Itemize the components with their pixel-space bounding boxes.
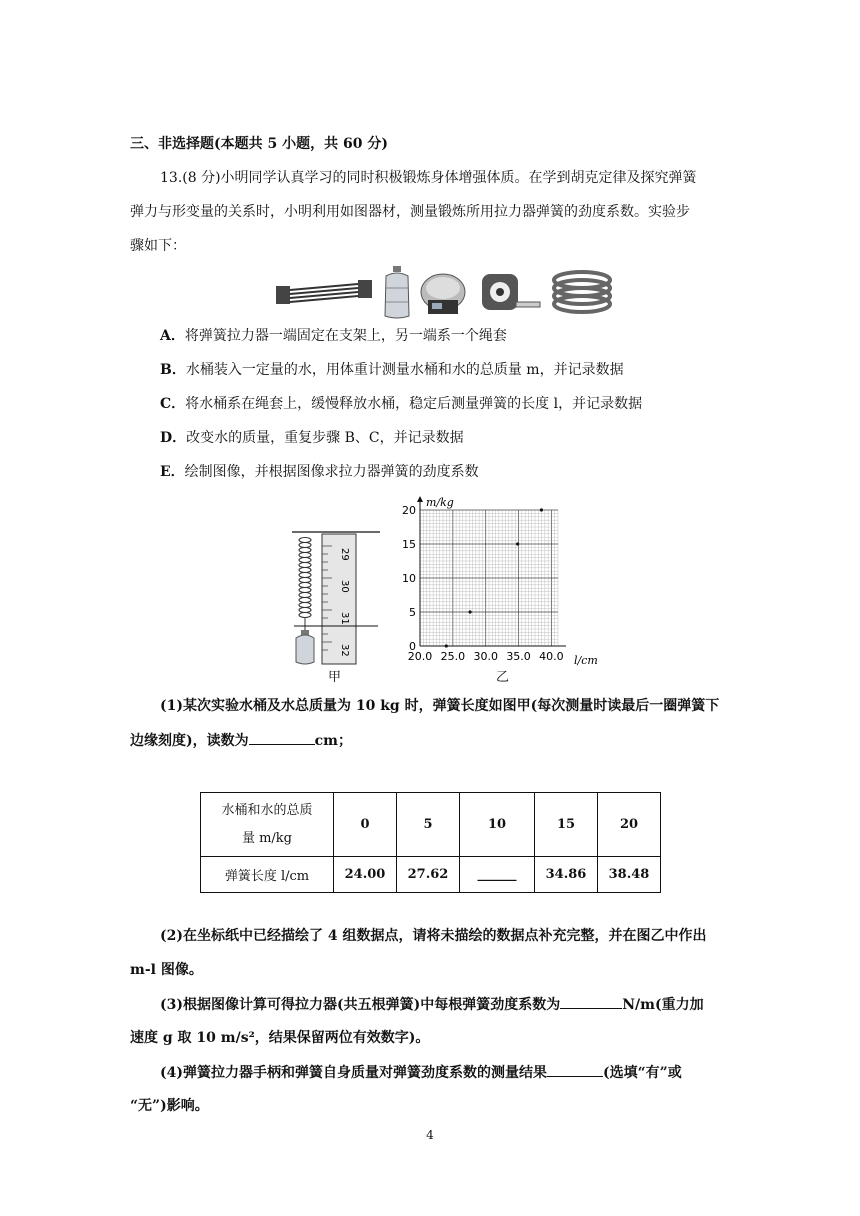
table-cell-blank[interactable]: ______ <box>460 857 535 893</box>
step-a: A．将弹簧拉力器一端固定在支架上，另一端系一个绳套 <box>160 328 507 344</box>
sub3-line1: (3)根据图像计算可得拉力器(共五根弹簧)中每根弹簧劲度系数为 N/m(重力加 <box>160 994 736 1015</box>
ruler-label-30: 30 <box>339 580 350 593</box>
table-cell: 24.00 <box>334 857 397 893</box>
section-heading: 三、非选择题(本题共 5 小题，共 60 分) <box>130 136 388 152</box>
x-tick-label: 25.0 <box>440 650 466 663</box>
figure-yi-graph <box>398 494 610 680</box>
table-cell: 5 <box>397 793 460 857</box>
table-cell: 27.62 <box>397 857 460 893</box>
table-cell: 20 <box>598 793 661 857</box>
sub2-line2: m-l 图像。 <box>130 962 203 978</box>
y-tick-label: 10 <box>402 572 416 585</box>
step-c: C．将水桶系在绳套上，缓慢释放水桶，稳定后测量弹簧的长度 l，并记录数据 <box>160 396 643 412</box>
ruler-label-29: 29 <box>339 548 350 561</box>
data-point <box>468 610 471 613</box>
x-axis-label: l/cm <box>574 654 598 667</box>
tape-measure-image <box>478 262 544 322</box>
x-tick-label: 35.0 <box>506 650 531 663</box>
figure-jia-caption: 甲 <box>328 670 342 685</box>
ruler-label-32: 32 <box>339 644 350 657</box>
spring-expander-image <box>272 262 376 322</box>
grid-lines <box>420 510 558 646</box>
figure-jia-spring-ruler <box>290 528 384 684</box>
y-axis-label: m/kg <box>426 496 454 509</box>
sub1-line2: 边缘刻度)，读数为 cm； <box>130 730 736 751</box>
question-intro-line3: 骤如下： <box>130 238 186 254</box>
y-tick-label: 5 <box>409 606 416 619</box>
y-axis-arrow <box>417 496 423 502</box>
sub4-line1: (4)弹簧拉力器手柄和弹簧自身质量对弹簧劲度系数的测量结果 (选填“有”或 <box>160 1062 736 1083</box>
table-row <box>201 857 661 893</box>
rope-image <box>550 262 614 322</box>
table-cell: 0 <box>334 793 397 857</box>
sub4-line2: “无”)影响。 <box>130 1098 209 1114</box>
y-tick-label: 15 <box>402 538 416 551</box>
table-row <box>201 793 661 857</box>
data-point <box>445 644 448 647</box>
data-point <box>516 542 519 545</box>
step-d: D．改变水的质量，重复步骤 B、C，并记录数据 <box>160 430 464 446</box>
sub1-line1: (1)某次实验水桶及水总质量为 10 kg 时，弹簧长度如图甲(每次测量时读最后一圈弹簧下 <box>160 698 720 714</box>
sub3-line2: 速度 g 取 10 m/s²，结果保留两位有效数字)。 <box>130 1030 430 1046</box>
x-tick-label: 40.0 <box>539 650 564 663</box>
y-tick-label: 0 <box>409 640 416 653</box>
step-e: E．绘制图像，并根据图像求拉力器弹簧的劲度系数 <box>160 464 479 480</box>
question-intro-line2: 弹力与形变量的关系时，小明利用如图器材，测量锻炼所用拉力器弹簧的劲度系数。实验步 <box>130 204 690 220</box>
answer-blank-4[interactable] <box>547 1062 603 1077</box>
x-tick-label: 30.0 <box>473 650 498 663</box>
page-number: 4 <box>426 1128 434 1142</box>
table-cell: 38.48 <box>598 857 661 893</box>
figure-yi-caption: 乙 <box>496 670 510 685</box>
table-header-length: 弹簧长度 l/cm <box>201 857 334 893</box>
table-cell: 15 <box>535 793 598 857</box>
ruler-label-31: 31 <box>339 612 350 625</box>
table-cell: 34.86 <box>535 857 598 893</box>
scale-image <box>418 262 468 322</box>
table-header-mass: 水桶和水的总质 量 m/kg <box>201 793 334 857</box>
x-tick-label: 20.0 <box>407 650 433 663</box>
answer-blank-1[interactable] <box>249 730 315 745</box>
sub2-line1: (2)在坐标纸中已经描绘了 4 组数据点，请将未描绘的数据点补充完整，并在图乙中作出 <box>160 928 707 944</box>
y-tick-label: 20 <box>402 504 416 517</box>
step-b: B．水桶装入一定量的水，用体重计测量水桶和水的总质量 m，并记录数据 <box>160 362 624 378</box>
data-table <box>200 792 661 893</box>
answer-blank-3[interactable] <box>560 994 622 1009</box>
question-intro-line1: 13.(8 分)小明同学认真学习的同时积极锻炼身体增强体质。在学到胡克定律及探究弹簧 <box>160 170 697 186</box>
table-cell: 10 <box>460 793 535 857</box>
data-point <box>540 508 543 511</box>
water-bucket-image <box>380 262 414 322</box>
